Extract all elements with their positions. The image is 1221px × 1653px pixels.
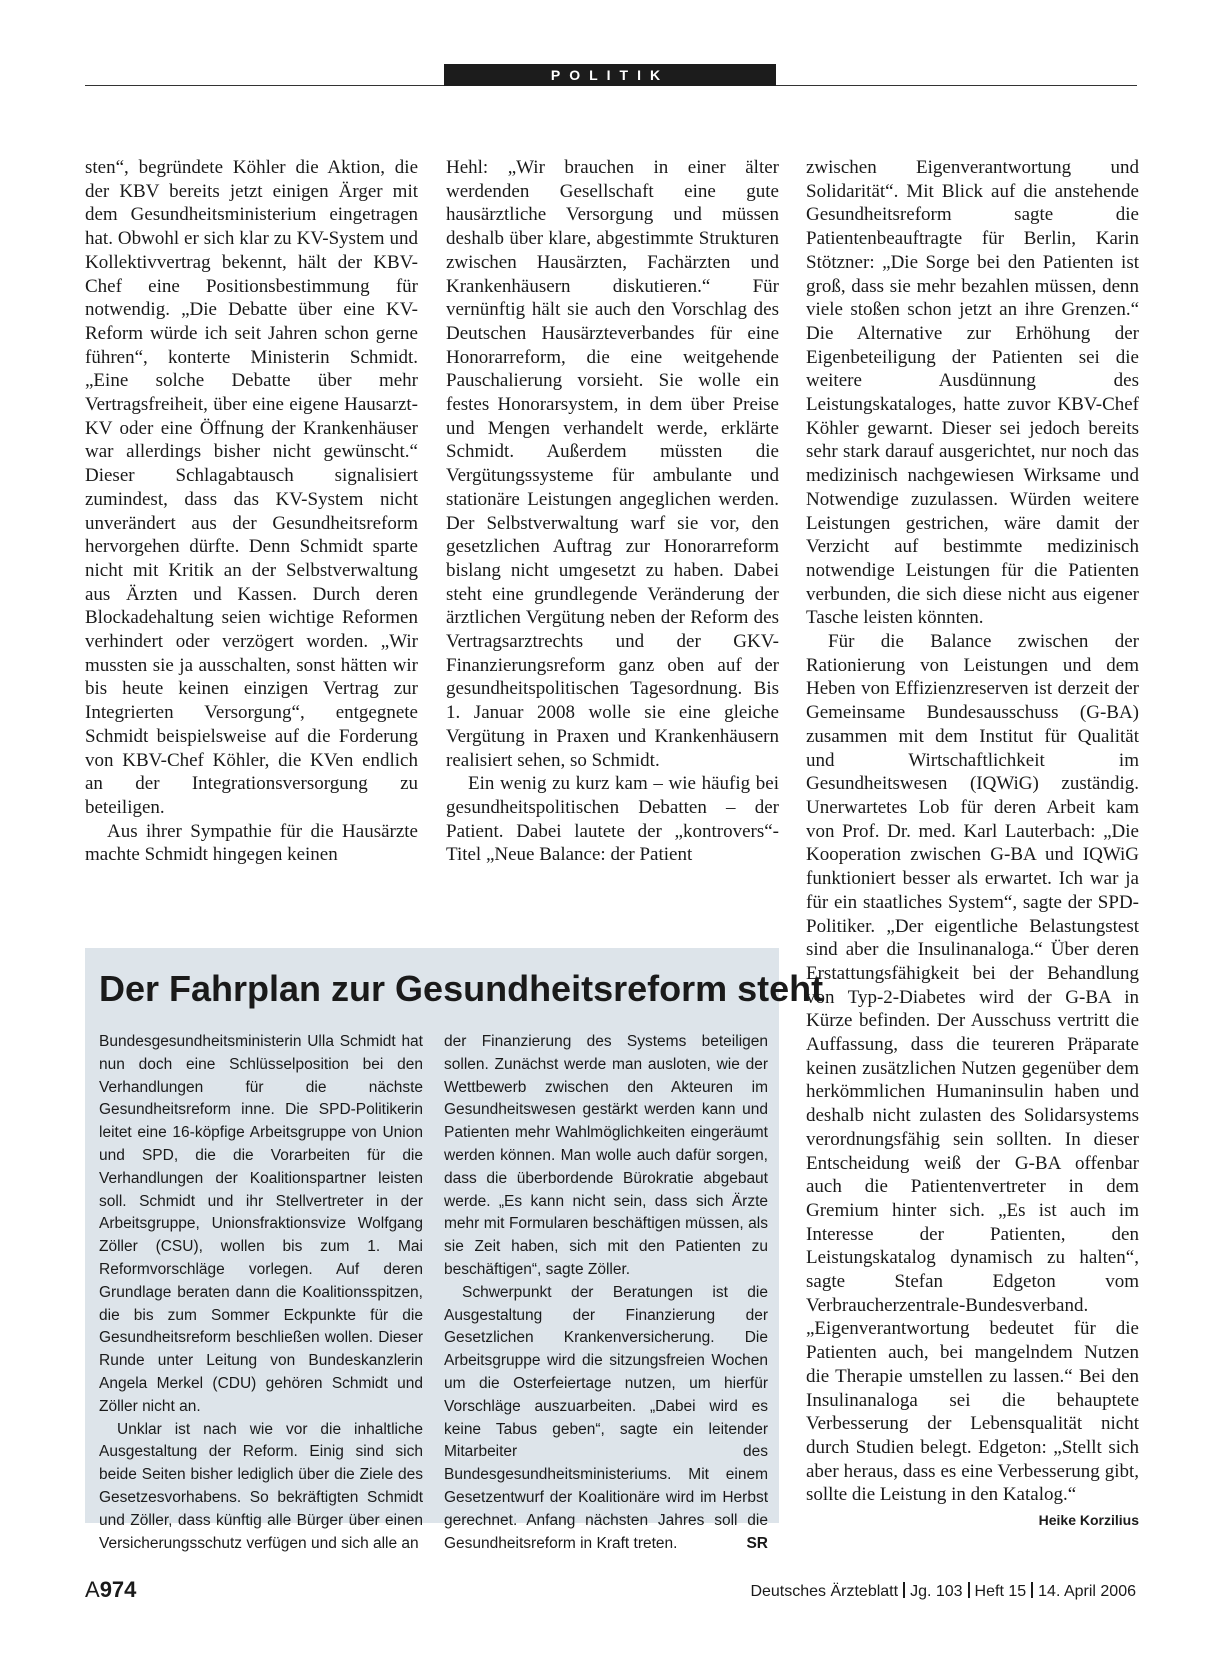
box-signature: SR: [746, 1534, 768, 1552]
page-number: [85, 1577, 136, 1603]
box-paragraph: Bundesgesundheitsministerin Ulla Schmidt hat nun doch eine Schlüsselposition bei den Verhandlungen für die nächste Gesundheitsreform inne. Die SPD-Politikerin leitet eine 16-köpfige Arbeitsgruppe von Union und SPD, die die Vorarbeiten für die Verhandlungen der Koalitionspartner leisten soll. Schmidt und ihr Stellvertreter in der Arbeitsgruppe, Unionsfraktionsvize Wolfgang Zöller (CSU), wollen bis zum 1. Mai Reformvorschläge vorlegen. Auf deren Grundlage beraten dann die Koalitionsspitzen, die bis zum Sommer Eckpunkte für die Gesundheitsreform beschließen wollen. Dieser Runde unter Leitung von Bundeskanzlerin Angela Merkel (CDU) gehören Schmidt und Zöller nicht an.: [99, 1033, 423, 1415]
article-column-1: [85, 156, 418, 896]
paragraph: [806, 630, 1139, 1529]
paragraph: Hehl: „Wir brauchen in einer älter werdenden Gesellschaft eine gute hausärztliche Versorgung und müssen deshalb über klare, abgestimmte Strukturen zwischen Hausärzten, Fachärzten und Krankenhäusern diskutieren.“ Für vernünftig hält sie auch den Vorschlag des Deutschen Hausärzteverbandes für eine Honorarreform, die eine weitgehende Pauschalierung vorsieht. Sie wolle ein festes Honorarsystem, in dem über Preise und Mengen verhandelt werde, erklärte Schmidt. Außerdem müssten die Vergütungssysteme für ambulante und stationäre Leistungen angeglichen werden. Der Selbstverwaltung warf sie vor, den gesetzlichen Auftrag zur Honorarreform bislang nicht umgesetzt zu haben. Dabei steht eine grundlegende Veränderung der ärztlichen Vergütung neben der Reform des Vertragsarztrechts und der GKV-Finanzierungsreform ganz oben auf der gesundheitspolitischen Tagesordnung. Bis 1. Januar 2008 wolle sie eine gleiche Vergütung in Praxen und Krankenhäusern realisiert sehen, so Schmidt.: [446, 157, 779, 771]
journal-info: [750, 1582, 1136, 1601]
author-name: Heike Korzilius: [1038, 1512, 1139, 1529]
section-label: POLITIK: [444, 64, 776, 86]
article-column-3: [806, 156, 1139, 1556]
article-column-2: [446, 156, 779, 896]
separator: [1031, 1582, 1033, 1598]
box-paragraph-text: Schwerpunkt der Beratungen ist die Ausgestaltung der Finanzierung der Gesetzlichen Krankenversicherung. Die Arbeitsgruppe wird die sitzungsfreien Wochen um die Osterfeiertage nutzen, um hierfür Vorschläge auszuarbeiten. „Dabei wird es keine Tabus geben“, sagte ein leitender Mitarbeiter des Bundesgesundheitsministeriums. Mit einem Gesetzentwurf der Koalitionäre wird im Herbst gerechnet. Anfang nächsten Jahres soll die Gesundheitsreform in Kraft treten.: [444, 1283, 768, 1552]
journal-date: 14. April 2006: [1038, 1583, 1136, 1600]
page-number-value: 974: [99, 1577, 137, 1602]
journal-issue: Heft 15: [974, 1583, 1027, 1600]
box-paragraph: [444, 1282, 768, 1556]
box-column-2: [444, 1031, 768, 1555]
paragraph: Aus ihrer Sympathie für die Hausärzte machte Schmidt hingegen keinen: [85, 820, 418, 866]
separator: [968, 1582, 970, 1598]
paragraph: sten“, begründete Köhler die Aktion, die der KBV bereits jetzt einigen Ärger mit dem Gesundheitsministerium eingetragen hat. Obwohl er sich klar zu KV-System und Kollektivvertrag bekennt, hält der KBV-Chef eine Positionsbestimmung für notwendig. „Die Debatte über eine KV-Reform würde ich seit Jahren schon gerne führen“, konterte Ministerin Schmidt. „Eine solche Debatte über mehr Vertragsfreiheit, über eine eigene Hausarzt-KV oder eine Öffnung der Krankenhäuser war allerdings bisher nicht gewünscht.“ Dieser Schlagabtausch signalisiert zumindest, dass das KV-System nicht unverändert aus der Gesundheitsreform hervorgehen dürfte. Denn Schmidt sparte nicht mit Kritik an der Selbstverwaltung aus Ärzten und Kassen. Durch deren Blockadehaltung seien wichtige Reformen verhindert oder verzögert worden. „Wir mussten sie ja ausschalten, sonst hätten wir bis heute keinen einzigen Vertrag zur Integrierten Versorgung“, entgegnete Schmidt beispielsweise auf die Forderung von KBV-Chef Köhler, die KVen endlich an der Integrationsversorgung zu beteiligen.: [85, 157, 418, 818]
separator: [903, 1582, 905, 1598]
journal-name: Deutsches Ärzteblatt: [750, 1583, 899, 1600]
info-box: [85, 948, 824, 1552]
box-title: Der Fahrplan zur Gesundheitsreform steht: [99, 968, 824, 1009]
box-column-1: [99, 1031, 423, 1555]
page-prefix: A: [85, 1577, 100, 1602]
journal-volume: Jg. 103: [910, 1583, 963, 1600]
box-paragraph: Unklar ist nach wie vor die inhaltliche Ausgestaltung der Reform. Einig sind sich beide Seiten bisher lediglich über die Ziele des Gesetzesvorhabens. So bekräftigten Schmidt und Zöller, dass künftig alle Bürger über einen Versicherungsschutz verfügen und sich alle an: [99, 1420, 423, 1552]
paragraph: Ein wenig zu kurz kam – wie häufig bei gesundheitspolitischen Debatten – der Patient. Dabei lautete der „kontrovers“-Titel „Neue Balance: der Patient: [446, 773, 779, 866]
paragraph: zwischen Eigenverantwortung und Solidarität“. Mit Blick auf die anstehende Gesundheitsreform sagte die Patientenbeauftragte für Berlin, Karin Stötzner: „Die Sorge bei den Patienten ist groß, dass sie mehr bezahlen müssen, denn viele stoßen schon jetzt an ihre Grenzen.“ Die Alternative zur Erhöhung der Eigenbeteiligung der Patienten sei die weitere Ausdünnung des Leistungskataloges, hatte zuvor KBV-Chef Köhler gewarnt. Dieser sei jedoch bereits sehr stark darauf ausgerichtet, nur noch das medizinisch nachgewiesen Wirksame und Notwendige zuzulassen. Würden weitere Leistungen gestrichen, wäre damit der Verzicht auf bestimmte medizinisch notwendige Leistungen für die Patienten verbunden, die sich diese nicht aus eigener Tasche leisten könnten.: [806, 157, 1139, 629]
box-paragraph: der Finanzierung des Systems beteiligen sollen. Zunächst werde man ausloten, wie der Wettbewerb zwischen den Akteuren im Gesundheitswesen gestärkt werden kann und Patienten mehr Wahlmöglichkeiten eingeräumt werden können. Man wolle auch dafür sorgen, dass die überbordende Bürokratie abgebaut werde. „Es kann nicht sein, dass sich Ärzte mehr mit Formularen beschäftigen müssen, als sie Zeit haben, sich mit den Patienten zu beschäftigen“, sagte Zöller.: [444, 1033, 768, 1278]
paragraph-text: Für die Balance zwischen der Rationierung von Leistungen und dem Heben von Effizienzreserven ist derzeit der Gemeinsame Bundesausschuss (G-BA) zusammen mit dem Institut für Qualität und Wirtschaftlichkeit im Gesundheitswesen (IQWiG) zuständig. Unerwartetes Lob für deren Arbeit kam von Prof. Dr. med. Karl Lauterbach: „Die Kooperation zwischen G-BA und IQWiG funktioniert besser als erwartet. Ich war ja für ein staatliches System“, sagte der SPD-Politiker. „Der eigentliche Belastungstest sind aber die Insulinanaloga.“ Über deren Erstattungsfähigkeit bei der Behandlung von Typ-2-Diabetes wird der G-BA in Kürze befinden. Der Ausschuss vertritt die Auffassung, dass die teureren Präparate keinen zusätzlichen Nutzen gegenüber dem herkömmlichen Humaninsulin haben und deshalb nicht zulasten des Solidarsystems verordnungsfähig sein sollten. In dieser Entscheidung weiß der G-BA offenbar auch die Patientenvertreter in dem Gremium hinter sich. „Es ist auch im Interesse der Patienten, den Leistungskatalog dynamisch zu halten“, sagte Stefan Edgeton vom Verbraucherzentrale-Bundesverband. „Eigenverantwortung bedeutet für die Patienten auch, bei mangelndem Nutzen die Therapie umstellen zu lassen.“ Bei den Insulinanaloga sei die behauptete Verbesserung der Lebensqualität nicht durch Studien belegt. Edgeton: „Stellt sich aber heraus, dass es eine Verbesserung gibt, sollte die Leistung in den Katalog.“: [806, 631, 1139, 1506]
